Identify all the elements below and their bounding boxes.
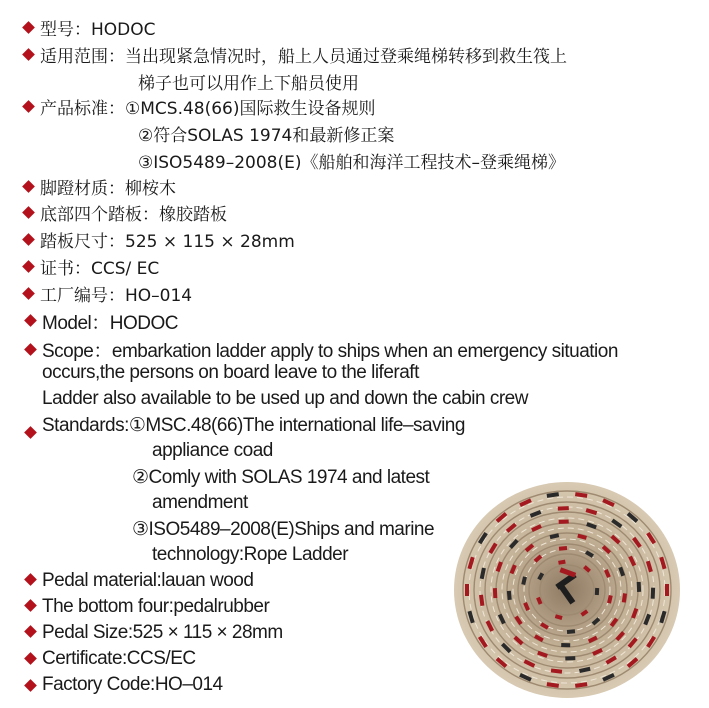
ladder-step: [559, 519, 569, 523]
en-pedal-size-text: Pedal Size:525 × 115 × 28mm: [42, 622, 283, 643]
bullet-diamond-icon: [22, 206, 35, 219]
ladder-step: [493, 588, 497, 598]
en-standards-line-2: ②Comly with SOLAS 1974 and latest: [132, 467, 430, 488]
bullet-diamond-icon: [22, 100, 35, 113]
cn-bottom-four-text: 底部四个踏板：橡胶踏板: [40, 205, 227, 225]
cn-factory-code-text: 工厂编号：HO–014: [40, 286, 193, 306]
ladder-step: [651, 588, 655, 599]
bullet-diamond-icon: [24, 652, 37, 665]
ladder-step: [637, 582, 641, 592]
cn-standards-line-1: 产品标准：①MCS.48(66)国际救生设备规则: [40, 99, 376, 119]
cn-standards-line-2: ②符合SOLAS 1974和最新修正案: [138, 126, 395, 146]
ladder-step: [561, 643, 570, 647]
ladder-step: [558, 506, 569, 510]
en-pedal-material-text: Pedal material:lauan wood: [42, 570, 254, 591]
bullet-diamond-icon: [24, 599, 37, 612]
bullet-diamond-icon: [24, 314, 37, 327]
ladder-step: [567, 629, 575, 634]
en-scope-line-2: occurs,the persons on board leave to the liferaft: [42, 362, 419, 383]
bullet-diamond-icon: [24, 679, 37, 692]
cn-scope-line-1: 适用范围：当出现紧急情况时，船上人员通过登乘绳梯转移到救生筏上: [40, 47, 567, 67]
en-bottom-four-text: The bottom four:pedalrubber: [42, 596, 270, 617]
en-standards-line-1b: appliance coad: [152, 440, 273, 461]
en-scope-line-3: Ladder also available to be used up and down the cabin crew: [42, 388, 528, 409]
cn-certificate-text: 证书：CCS/ EC: [40, 259, 160, 279]
cn-model-text: 型号：HODOC: [40, 20, 156, 40]
bullet-diamond-icon: [24, 573, 37, 586]
en-certificate-text: Certificate:CCS/EC: [42, 648, 196, 669]
cn-scope-line-2: 梯子也可以用作上下船员使用: [138, 74, 359, 94]
en-scope-line-1: Scope：embarkation ladder apply to ships when an emergency situation: [42, 341, 618, 362]
bullet-diamond-icon: [22, 48, 35, 61]
bullet-diamond-icon: [22, 287, 35, 300]
en-standards-line-3b: technology:Rope Ladder: [152, 544, 349, 565]
bullet-diamond-icon: [22, 180, 35, 193]
en-factory-code-text: Factory Code:HO–014: [42, 674, 223, 695]
bullet-diamond-icon: [22, 260, 35, 273]
en-model-text: Model：HODOC: [42, 313, 178, 334]
bullet-diamond-icon: [24, 343, 37, 356]
ladder-step: [565, 656, 575, 660]
cn-pedal-material-text: 脚蹬材质：柳桉木: [40, 179, 176, 199]
bullet-diamond-icon: [24, 625, 37, 638]
ladder-step: [595, 588, 599, 595]
cn-standards-line-3: ③ISO5489–2008(E)《船舶和海洋工程技术–登乘绳梯》: [138, 153, 565, 173]
en-standards-line-1: Standards:①MSC.48(66)The international life–saving: [42, 415, 465, 436]
ladder-step: [665, 584, 669, 596]
ladder-step: [465, 584, 469, 596]
ladder-step: [559, 546, 567, 551]
bullet-diamond-icon: [22, 21, 35, 34]
bullet-diamond-icon: [22, 233, 35, 246]
cn-pedal-size-text: 踏板尺寸：525 × 115 × 28mm: [40, 232, 295, 252]
en-standards-line-3: ③ISO5489–2008(E)Ships and marine: [132, 519, 435, 540]
coiled-rope-ladder-icon: [450, 478, 685, 703]
en-standards-line-2b: amendment: [152, 492, 248, 513]
bullet-diamond-icon: [24, 426, 37, 439]
